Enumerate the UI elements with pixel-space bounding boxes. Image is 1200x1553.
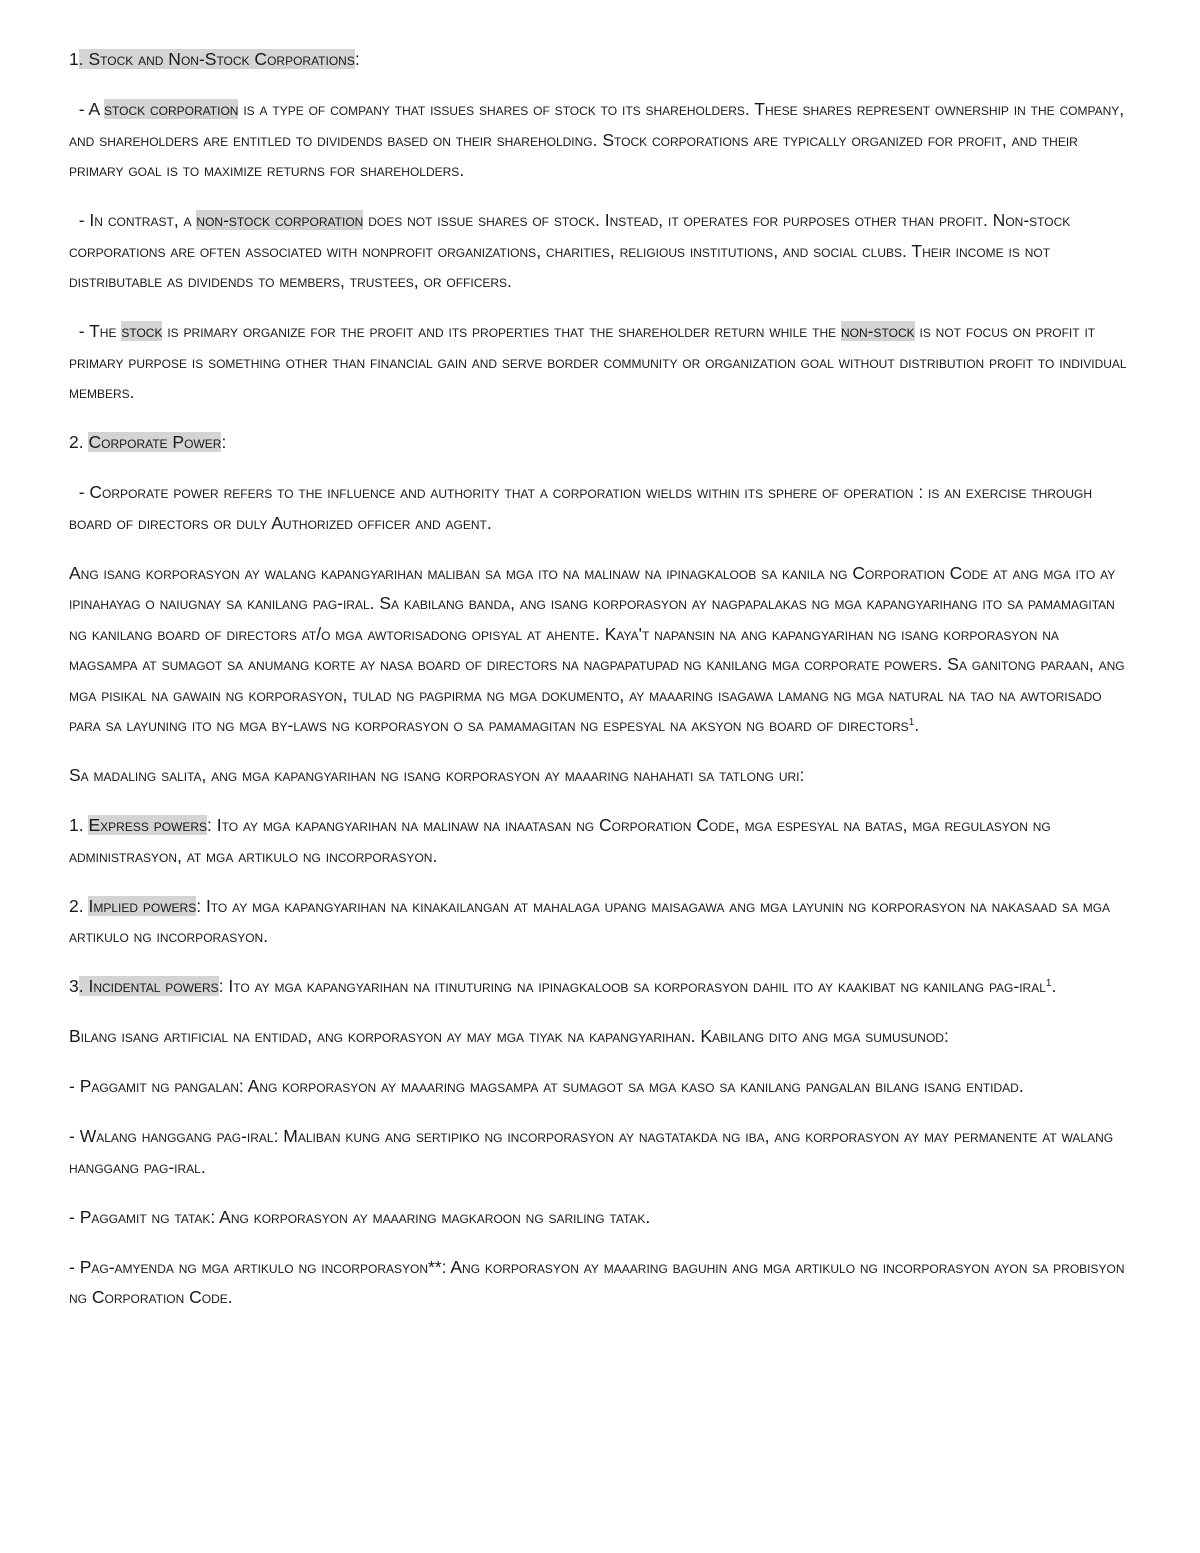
section-2-heading bbox=[69, 427, 1129, 458]
section-1-colon: : bbox=[354, 49, 360, 69]
section-1-number: 1 bbox=[69, 49, 79, 69]
document-page bbox=[69, 44, 1132, 1332]
section-2-title: Corporate Power bbox=[88, 432, 222, 452]
artificial-entity-intro: Bilang isang artificial na entidad, ang korporasyon ay may mga tiyak na kapangyarihan. Kabilang dito ang mga sumusunod: bbox=[69, 1026, 949, 1046]
section-1-heading bbox=[69, 44, 1129, 75]
implied-powers-term: Implied powers bbox=[88, 895, 197, 916]
footnote-marker: 1 bbox=[908, 717, 915, 728]
list-item-walang-hanggang-pag-iral: - Walang hanggang pag-iral: Maliban kung ang sertipiko ng incorporasyon ay nagtatakda ng iba, ang korporasyon ay may permanente at walang hanggang pag-iral. bbox=[69, 1126, 1114, 1177]
stock-term: stock bbox=[121, 321, 163, 341]
incidental-powers-item: 3. Incidental powers: Ito ay mga kapangyarihan na itinuturing na ipinagkaloob sa korporasyon dahil ito ay kaakibat ng kanilang pag-iral$^1$. bbox=[69, 976, 1057, 996]
non-stock-corporation-paragraph: - In contrast, a non-stock corporation does not issue shares of stock. Instead, it operates for purposes other than profit. Non-stock corporations are often associated with nonprofit organizations, charities, religious institutions, and social clubs. Their income is not distributable as dividends to members, trustees, or officers. bbox=[69, 210, 1076, 291]
stock-corporation-paragraph: - A stock corporation is a type of company that issues shares of stock to its shareholders. These shares represent ownership in the company, and shareholders are entitled to dividends based on their shareholding. Stock corporations are typically organized for profit, and their primary goal is to maximize returns for shareholders. bbox=[69, 99, 1130, 180]
stock-vs-non-stock-paragraph: - The stock is primary organize for the profit and its properties that the shareholder return while the non-stock is not focus on profit it primary purpose is something other than financial gain and serve border community or organization goal without distribution profit to individual members. bbox=[69, 321, 1132, 402]
incidental-powers-term: . Incidental powers bbox=[78, 976, 219, 996]
powers-intro: Sa madaling salita, ang mga kapangyarihan ng isang korporasyon ay maaaring nahahati sa tatlong uri: bbox=[69, 765, 805, 785]
non-stock-term: non-stock bbox=[841, 321, 915, 341]
corporate-power-definition: - Corporate power refers to the influence and authority that a corporation wields within its sphere of operation : is an exercise through board of directors or duly Authorized officer and agent. bbox=[69, 482, 1097, 533]
section-2-number: 2. bbox=[69, 432, 89, 452]
list-item-paggamit-ng-tatak: - Paggamit ng tatak: Ang korporasyon ay maaaring magkaroon ng sariling tatak. bbox=[69, 1206, 651, 1227]
section-1-title: . Stock and Non-Stock Corporations bbox=[78, 49, 355, 69]
footnote-marker: 1 bbox=[1045, 978, 1052, 989]
section-2-colon: : bbox=[221, 432, 227, 452]
express-powers-item: 1. Express powers: Ito ay mga kapangyarihan na malinaw na inaatasan ng Corporation Code, mga espesyal na batas, mga regulasyon ng administrasyon, at mga artikulo ng incorporasyon. bbox=[69, 815, 1051, 866]
non-stock-corporation-term: non-stock corporation bbox=[196, 210, 364, 230]
corporate-power-filipino-paragraph: Ang isang korporasyon ay walang kapangyarihan maliban sa mga ito na malinaw na ipinagkaloob sa kanila ng Corporation Code at ang mga ito ay ipinahayag o naiugnay sa kanilang pag-iral. Sa kabilang banda, ang isang korporasyon ay nagpapalakas ng mga kapangyarihang ito sa pamamagitan ng kanilang board of directors at/o mga awtorisadong opisyal at ahente. Kaya't napansin na ang kapangyarihan ng isang korporasyon na magsampa at sumagot sa anumang korte ay nasa board of directors na nagpapatupad ng kanilang mga corporate powers. Sa ganitong paraan, ang mga pisikal na gawain ng korporasyon, tulad ng pagpirma ng mga dokumento, ay maaaring isagawa lamang ng mga natural na tao na awtorisado para sa layuning ito ng mga by-laws ng korporasyon o sa pamamagitan ng espesyal na aksyon ng board of directors$^1$. bbox=[69, 562, 1125, 735]
list-item-pag-amyenda: - Pag-amyenda ng mga artikulo ng incorporasyon**: Ang korporasyon ay maaaring baguhin ang mga artikulo ng incorporasyon ayon sa probisyon ng Corporation Code. bbox=[69, 1256, 1125, 1307]
express-powers-term: Express powers bbox=[88, 815, 208, 835]
list-item-paggamit-ng-pangalan: - Paggamit ng pangalan: Ang korporasyon ay maaaring magsampa at sumagot sa mga kaso sa kanilang pangalan bilang isang entidad. bbox=[69, 1076, 1024, 1096]
stock-corporation-term: stock corporation bbox=[104, 99, 239, 119]
implied-powers-item: 2. Implied powers: Ito ay mga kapangyarihan na kinakailangan at mahalaga upang maisagawa ang mga layunin ng korporasyon na nakasaad sa mga artikulo ng incorporasyon. bbox=[69, 895, 1111, 946]
